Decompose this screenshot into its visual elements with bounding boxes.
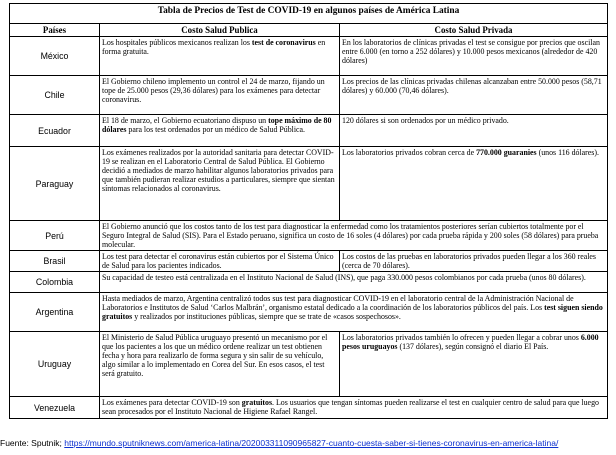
- table-row-colombia: [10, 272, 608, 293]
- country-ecuador: Ecuador: [10, 115, 100, 147]
- public-cost-brasil: Los test para detectar el coronavirus están cubiertos por el Sistema Único de Salud para los pacientes indicados.: [100, 251, 340, 272]
- private-cost-paraguay: [340, 147, 608, 221]
- bold-segment: 6.000 pesos uruguayos: [342, 333, 599, 352]
- text-segment: Los hospitales públicos mexicanos realizan los: [102, 38, 252, 47]
- cost-peru: El Gobierno anunció que los costos tanto de los test para diagnosticar la enfermedad como los tratamientos posteriores serían cubiertos totalmente por el Seguro Integral de Salud (SIS). Para el Estado peruano, significa un costo de 16 soles (4 dólares) por cada prueba rápida y 200 soles (58 dólares) para prueba molecular.: [100, 221, 608, 251]
- table-title-row: [10, 4, 608, 24]
- header-countries: Países: [10, 24, 100, 37]
- text-segment: en forma gratuita.: [102, 38, 326, 57]
- text-segment: Los laboratorios privados cobran cerca de: [342, 148, 477, 157]
- table-row-peru: [10, 221, 608, 251]
- public-cost-mexico: [100, 37, 340, 76]
- public-cost-ecuador: [100, 115, 340, 147]
- public-cost-chile: El Gobierno chileno implemento un control el 24 de marzo, fijando un tope de 25.000 pesos (29,36 dólares) para los exámenes para detectar coronavirus.: [100, 76, 340, 115]
- header-private-cost: Costo Salud Privada: [340, 24, 608, 37]
- bold-segment: 770.000 guaranies: [476, 148, 537, 157]
- text-segment: . Los usuarios que tengan síntomas pueden realizarse el test en cualquier centro de salud para que luego sean procesados por el Instituto Nacional de Higiene Rafael Rangel.: [102, 398, 599, 417]
- bold-segment: tope máximo de 80 dólares: [102, 116, 332, 135]
- text-segment: Los laboratorios privados también lo ofrecen y pueden llegar a cobrar unos: [342, 333, 581, 342]
- private-cost-ecuador: 120 dólares si son ordenados por un médico privado.: [340, 115, 608, 147]
- bold-segment: test siguen siendo gratuitos: [102, 303, 603, 322]
- table-row-argentina: [10, 293, 608, 332]
- text-segment: (unos 116 dólares).: [536, 148, 599, 157]
- bold-segment: gratuitos: [241, 398, 273, 407]
- private-cost-uruguay: [340, 332, 608, 397]
- table-row-chile: [10, 76, 608, 115]
- bold-segment: test de coronavirus: [251, 38, 316, 47]
- text-segment: para los test ordenados por un médico de Salud Pública.: [126, 125, 306, 135]
- country-uruguay: Uruguay: [10, 332, 100, 397]
- text-segment: Los exámenes para detectar COVID-19 son: [102, 398, 242, 407]
- table-header-row: [10, 24, 608, 37]
- country-mexico: México: [10, 37, 100, 76]
- table-row-mexico: [10, 37, 608, 76]
- table-row-uruguay: [10, 332, 608, 397]
- country-colombia: Colombia: [10, 272, 100, 293]
- cost-argentina: [100, 293, 608, 332]
- private-cost-mexico: En los laboratorios de clínicas privadas el test se consigue por precios que oscilan entre 6.000 (en torno a 252 dólares) y 10.000 pesos mexicanos (alrededor de 420 dólares): [340, 37, 608, 76]
- table-row-venezuela: [10, 397, 608, 419]
- cost-venezuela: [100, 397, 608, 419]
- country-argentina: Argentina: [10, 293, 100, 332]
- cost-colombia: Su capacidad de testeo está centralizada en el Instituto Nacional de Salud (INS), que paga 330.000 pesos colombianos por cada prueba (unos 80 dólares).: [100, 272, 608, 293]
- source-citation: [0, 438, 600, 449]
- table-title: Tabla de Precios de Test de COVID-19 en algunos países de América Latina: [10, 4, 608, 24]
- text-segment: (137 dólares), según consignó el diario El País.: [397, 342, 549, 352]
- country-brasil: Brasil: [10, 251, 100, 272]
- public-cost-uruguay: El Ministerio de Salud Pública uruguayo presentó un mecanismo por el que los pacientes a los que un médico ordene realizar un test obtienen fecha y hora para realizarlo de forma segura y sin salir de su vehículo, algo similar a lo implementado en Corea del Sur. En esos casos, el test será gratuito.: [100, 332, 340, 397]
- source-link[interactable]: https://mundo.sputniknews.com/america-latina/202003311090965827-cuanto-cuesta-saber-si-tienes-coronavirus-en-america-latina/: [64, 438, 559, 448]
- table-row-ecuador: [10, 115, 608, 147]
- price-table: [9, 3, 608, 419]
- header-public-cost: Costo Salud Publica: [100, 24, 340, 37]
- country-paraguay: Paraguay: [10, 147, 100, 221]
- table-row-brasil: [10, 251, 608, 272]
- text-segment: Hasta mediados de marzo, Argentina centralizó todos sus test para diagnosticar COVID-19 en el laboratorio central de la Administración Nacional de Laboratorios e Institutos de Salud ‘Carlos Malbrán’, organismo estatal dedicado a la coordinación de los laboratorios públicos del país. Los: [102, 294, 574, 313]
- text-segment: El 18 de marzo, el Gobierno ecuatoriano dispuso un: [102, 116, 269, 125]
- public-cost-paraguay: Los exámenes realizados por la autoridad sanitaria para detectar COVID-19 se realizan en el Laboratorio Central de Salud Pública. El Gobierno decidió a mediados de marzo habilitar algunos laboratorios privados para que también pudieran realizar estudios a particulares, siempre que sientan síntomas relacionados al coronavirus.: [100, 147, 340, 221]
- country-chile: Chile: [10, 76, 100, 115]
- country-venezuela: Venezuela: [10, 397, 100, 419]
- private-cost-chile: Los precios de las clínicas privadas chilenas alcanzaban entre 50.000 pesos (58,71 dólares) y 60.000 (70,46 dólares).: [340, 76, 608, 115]
- text-segment: y realizados por instituciones públicas, siempre que se trate de «casos sospechosos».: [132, 312, 401, 322]
- table-row-paraguay: [10, 147, 608, 221]
- covid-test-price-document: [9, 3, 607, 419]
- source-label: Fuente: Sputnik;: [0, 438, 65, 448]
- country-peru: Perú: [10, 221, 100, 251]
- private-cost-brasil: Los costos de las pruebas en laboratorios privados pueden llegar a los 360 reales (cerca de 70 dólares).: [340, 251, 608, 272]
